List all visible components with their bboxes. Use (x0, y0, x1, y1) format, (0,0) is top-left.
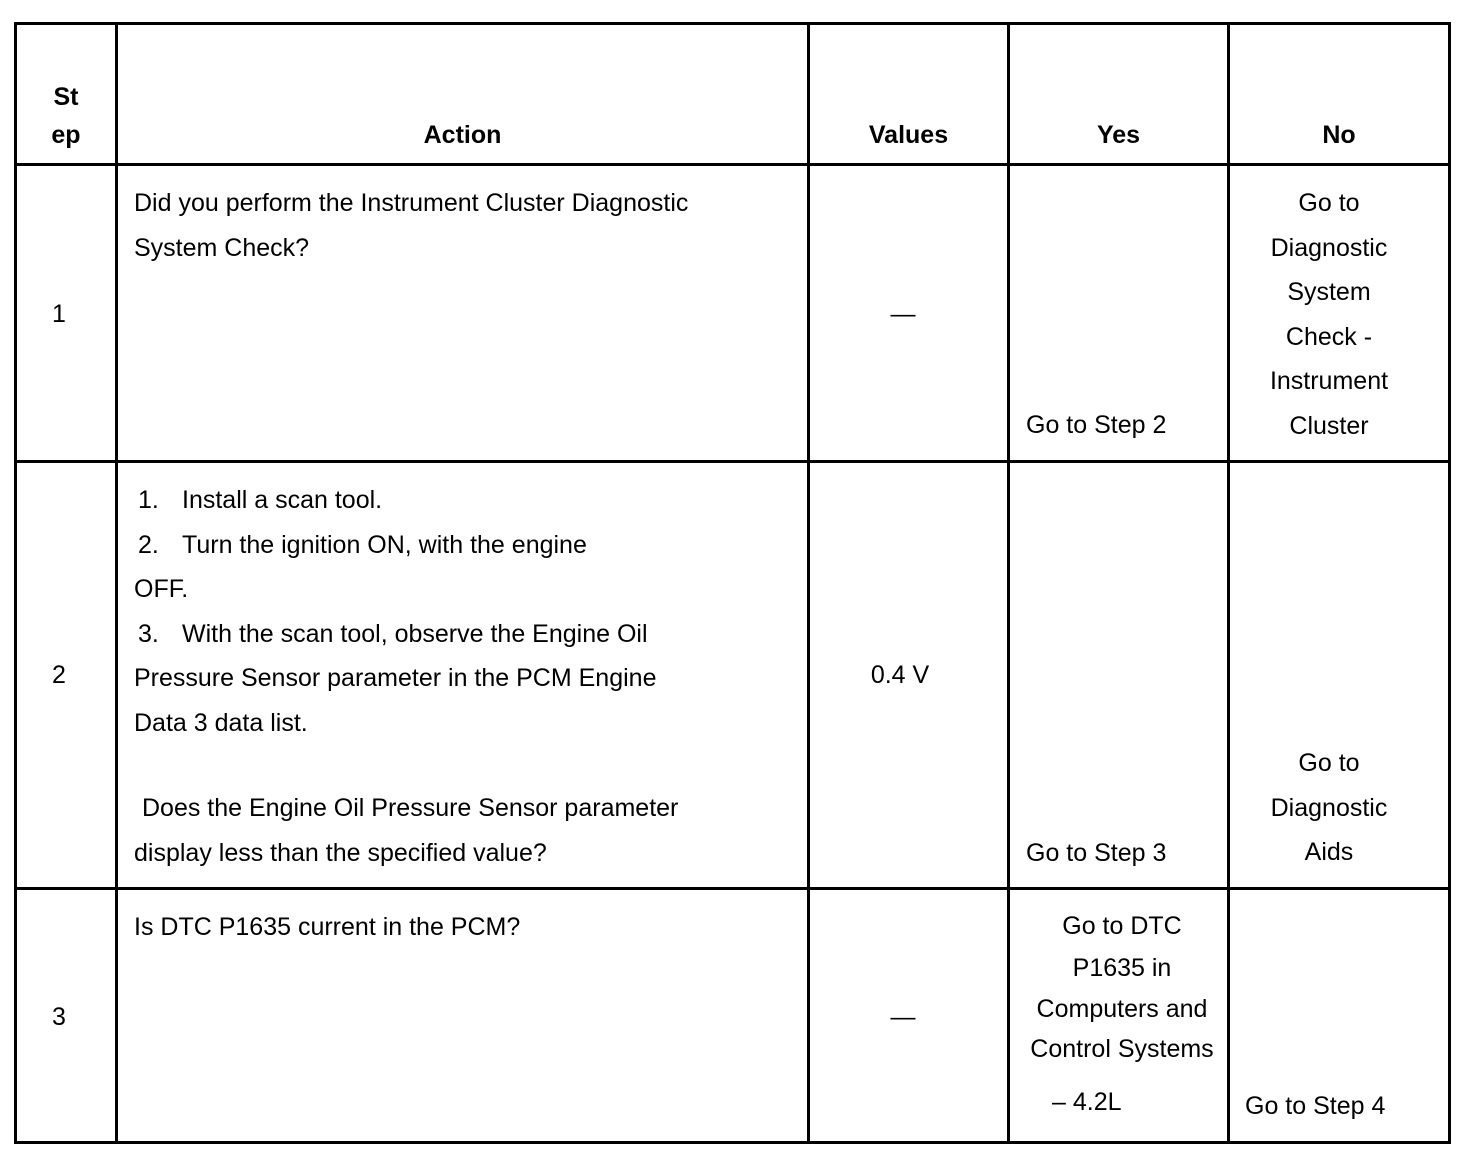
step-number: 2 (52, 661, 66, 689)
column-divider (807, 22, 810, 1144)
action-list-item: OFF. (134, 575, 189, 603)
header-action: Action (423, 121, 502, 149)
action-text (134, 478, 656, 745)
table-border-left (14, 22, 17, 1144)
yes-cell: Go to DTC P1635 in Computers and Control Systems – 4.2L (1030, 912, 1214, 1116)
table-border-bottom (14, 1141, 1451, 1144)
yes-cell: Go to Step 2 (1026, 411, 1167, 439)
action-question: Does the Engine Oil Pressure Sensor parameter display less than the specified value? (134, 794, 679, 867)
no-cell: Go to Diagnostic Aids (1270, 749, 1388, 866)
table-border-top (14, 22, 1451, 25)
step-number: 3 (52, 1003, 66, 1031)
row-divider (14, 460, 1451, 463)
header-yes: Yes (1096, 121, 1141, 149)
row-divider (14, 887, 1451, 890)
action-text: Is DTC P1635 current in the PCM? (134, 913, 521, 941)
header-step: St ep (51, 83, 81, 149)
action-list-item: 3. With the scan tool, observe the Engine Oil (138, 619, 648, 648)
action-list-item: Pressure Sensor parameter in the PCM Engine (134, 664, 657, 692)
column-divider (115, 22, 118, 1144)
no-cell: Go to Diagnostic System Check - Instrument Cluster (1269, 189, 1389, 440)
action-list-item: Data 3 data list. (134, 708, 308, 737)
value-cell: 0.4 V (870, 661, 930, 689)
step-number: 1 (52, 300, 66, 328)
header-no: No (1322, 121, 1356, 149)
header-divider (14, 163, 1451, 166)
action-list-item: 1. Install a scan tool. (138, 486, 383, 514)
value-cell: — (890, 1003, 916, 1031)
header-values: Values (868, 121, 949, 149)
value-cell: — (890, 300, 916, 328)
action-text: Did you perform the Instrument Cluster Diagnostic System Check? (134, 189, 689, 262)
action-list-item: 2. Turn the ignition ON, with the engine (138, 530, 587, 559)
no-cell: Go to Step 4 (1245, 1092, 1386, 1120)
column-divider (1007, 22, 1010, 1144)
table-border-right (1448, 22, 1451, 1144)
yes-cell: Go to Step 3 (1026, 839, 1167, 867)
